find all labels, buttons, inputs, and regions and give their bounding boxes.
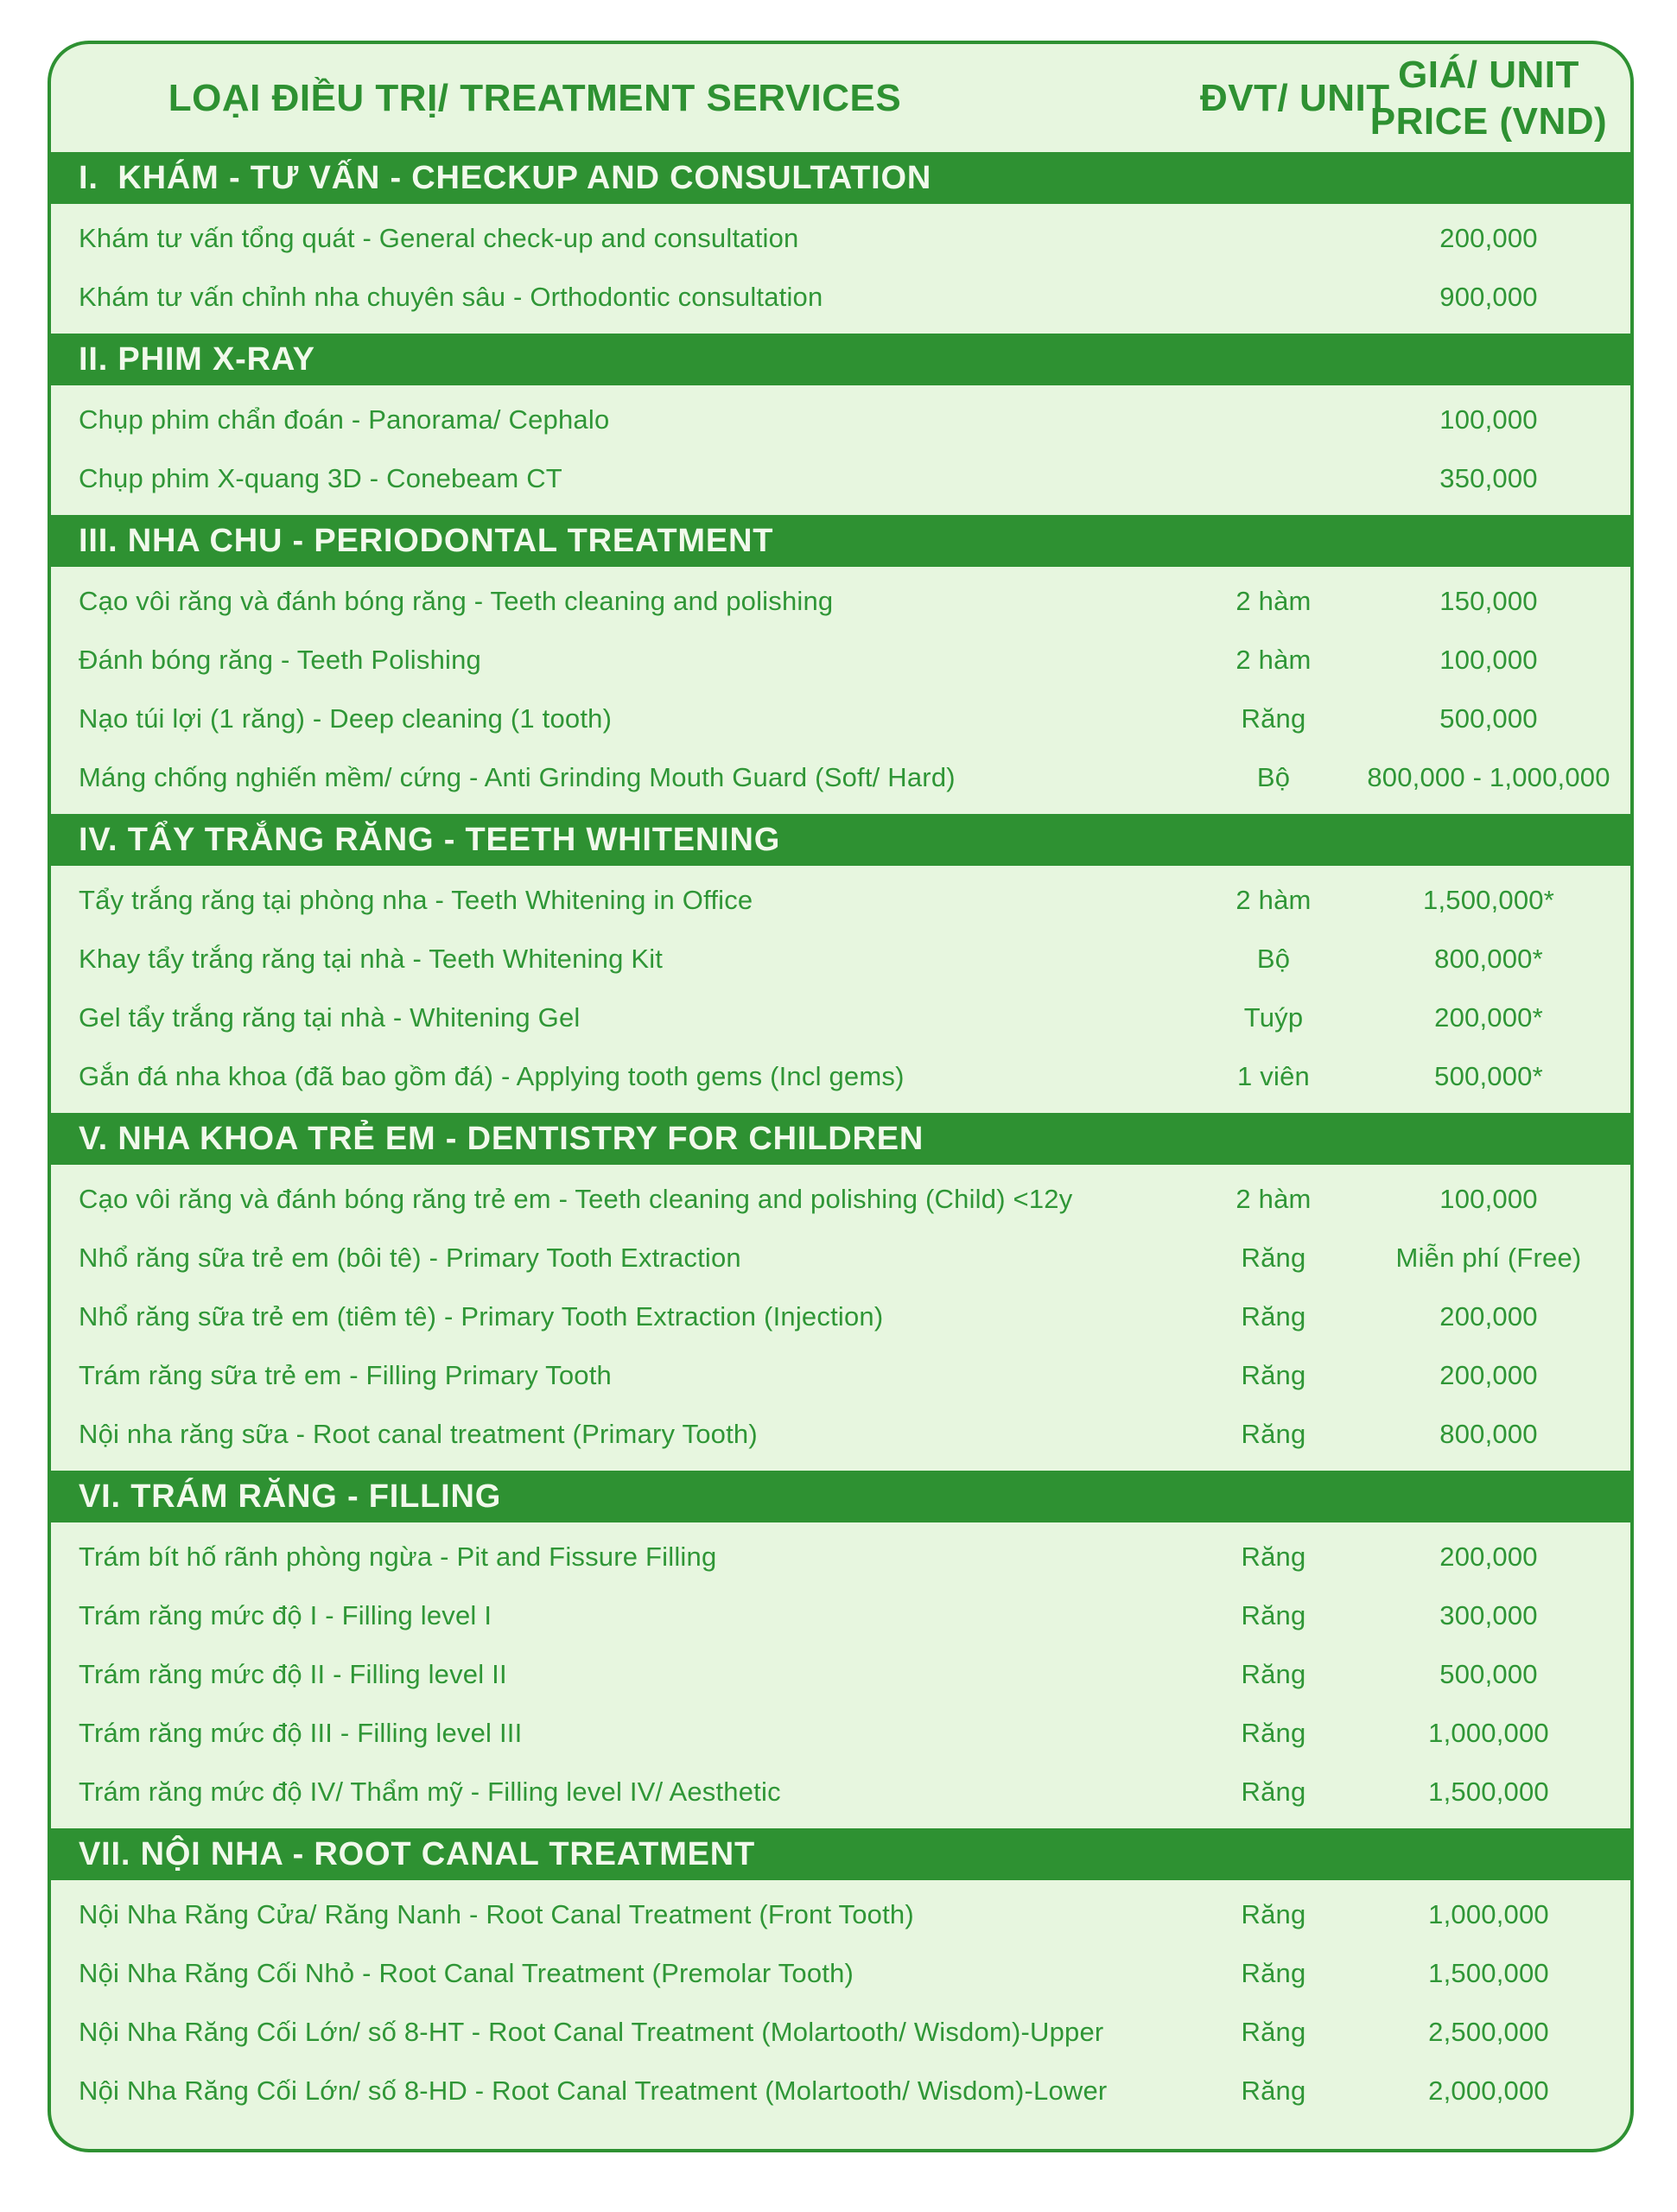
service-name: Nhổ răng sữa trẻ em (bôi tê) - Primary Tooth Extraction (79, 1243, 741, 1273)
price-section (51, 814, 1630, 1113)
section-rows (51, 1880, 1630, 2127)
service-row (51, 209, 1630, 268)
price-cell: 200,000 (1439, 1541, 1538, 1572)
service-row (51, 1944, 1630, 2003)
section-rows (51, 1522, 1630, 1828)
unit-cell: Răng (1241, 1243, 1306, 1273)
unit-cell: 2 hàm (1236, 586, 1312, 616)
price-cell: Miễn phí (Free) (1395, 1243, 1582, 1273)
service-name: Trám răng mức độ I - Filling level I (79, 1600, 492, 1630)
price-section (51, 1471, 1630, 1828)
unit-cell: Răng (1241, 1718, 1306, 1748)
service-row (51, 748, 1630, 807)
service-row (51, 1885, 1630, 1944)
unit-cell: Bộ (1256, 762, 1291, 792)
unit-cell: Răng (1241, 1600, 1306, 1630)
section-header: II. PHIM X-RAY (51, 334, 1630, 385)
service-name: Khay tẩy trắng răng tại nhà - Teeth Whitening Kit (79, 944, 664, 974)
service-row (51, 1763, 1630, 1821)
price-cell: 1,500,000 (1428, 1777, 1549, 1807)
price-cell: 1,000,000 (1428, 1718, 1549, 1748)
sections (51, 152, 1630, 2127)
service-name: Nội nha răng sữa - Root canal treatment (Primary Tooth) (79, 1419, 758, 1449)
unit-cell: 2 hàm (1236, 1184, 1312, 1214)
section-header: V. NHA KHOA TRẺ EM - DENTISTRY FOR CHILDREN (51, 1113, 1630, 1165)
service-name: Nội Nha Răng Cửa/ Răng Nanh - Root Canal Treatment (Front Tooth) (79, 1899, 914, 1929)
service-row (51, 1047, 1630, 1106)
price-cell: 100,000 (1439, 404, 1538, 435)
price-cell: 1,500,000 (1428, 1958, 1549, 1988)
unit-cell: Răng (1241, 1659, 1306, 1689)
service-name: Gel tẩy trắng răng tại nhà - Whitening Gel (79, 1002, 581, 1033)
service-row (51, 988, 1630, 1047)
service-row (51, 1528, 1630, 1586)
price-cell: 2,000,000 (1428, 2075, 1549, 2106)
section-rows (51, 567, 1630, 814)
section-rows (51, 385, 1630, 515)
column-header-services: LOẠI ĐIỀU TRỊ/ TREATMENT SERVICES (168, 76, 902, 119)
price-cell: 800,000 (1439, 1419, 1538, 1449)
price-cell: 1,000,000 (1428, 1899, 1549, 1929)
service-row (51, 268, 1630, 327)
service-row (51, 1287, 1630, 1346)
service-row (51, 1586, 1630, 1645)
section-rows (51, 1165, 1630, 1471)
unit-cell: Răng (1241, 2075, 1306, 2106)
service-name: Trám răng mức độ IV/ Thẩm mỹ - Filling level IV/ Aesthetic (79, 1777, 781, 1807)
section-header: IV. TẨY TRẮNG RĂNG - TEETH WHITENING (51, 814, 1630, 866)
price-section (51, 152, 1630, 334)
service-row (51, 572, 1630, 631)
section-rows (51, 866, 1630, 1113)
unit-cell: Răng (1241, 1360, 1306, 1390)
service-row (51, 1645, 1630, 1704)
price-section (51, 515, 1630, 814)
price-cell: 200,000 (1439, 1301, 1538, 1332)
column-header-unit: ĐVT/ UNIT (1200, 76, 1390, 119)
service-row (51, 1346, 1630, 1405)
price-cell: 300,000 (1439, 1600, 1538, 1630)
service-name: Cạo vôi răng và đánh bóng răng trẻ em - Teeth cleaning and polishing (Child) <12y (79, 1184, 1073, 1214)
price-cell: 500,000 (1439, 703, 1538, 734)
price-cell: 1,500,000* (1423, 885, 1554, 915)
unit-cell: Bộ (1256, 944, 1291, 974)
service-row (51, 631, 1630, 690)
service-name: Nội Nha Răng Cối Lớn/ số 8-HT - Root Canal Treatment (Molartooth/ Wisdom)-Upper (79, 2017, 1104, 2047)
service-row (51, 2003, 1630, 2062)
service-name: Nội Nha Răng Cối Nhỏ - Root Canal Treatment (Premolar Tooth) (79, 1958, 854, 1988)
price-section (51, 1828, 1630, 2127)
unit-cell: Răng (1241, 1419, 1306, 1449)
service-row (51, 930, 1630, 988)
price-cell: 100,000 (1439, 645, 1538, 675)
service-name: Trám bít hố rãnh phòng ngừa - Pit and Fissure Filling (79, 1541, 717, 1572)
section-header: I. KHÁM - TƯ VẤN - CHECKUP AND CONSULTATION (51, 152, 1630, 204)
unit-cell: Răng (1241, 2017, 1306, 2047)
price-cell: 800,000* (1434, 944, 1543, 974)
section-header: III. NHA CHU - PERIODONTAL TREATMENT (51, 515, 1630, 567)
price-cell: 200,000 (1439, 223, 1538, 253)
price-section (51, 334, 1630, 515)
price-cell: 200,000 (1439, 1360, 1538, 1390)
service-name: Nhổ răng sữa trẻ em (tiêm tê) - Primary Tooth Extraction (Injection) (79, 1301, 884, 1332)
price-section (51, 1113, 1630, 1471)
price-cell: 800,000 - 1,000,000 (1367, 762, 1610, 792)
price-cell: 150,000 (1439, 586, 1538, 616)
service-row (51, 1229, 1630, 1287)
column-header-price-line2: PRICE (VND) (1369, 99, 1608, 143)
price-cell: 200,000* (1434, 1002, 1543, 1033)
service-row (51, 449, 1630, 508)
unit-cell: 2 hàm (1236, 645, 1312, 675)
column-header-price-line1: GIÁ/ UNIT (1398, 53, 1579, 96)
section-rows (51, 204, 1630, 334)
table-header (51, 44, 1630, 152)
column-header-price (1347, 52, 1630, 144)
service-name: Trám răng mức độ II - Filling level II (79, 1659, 507, 1689)
service-row (51, 391, 1630, 449)
price-cell: 500,000* (1434, 1061, 1543, 1091)
unit-cell: Tuýp (1243, 1002, 1304, 1033)
unit-cell: Răng (1241, 1777, 1306, 1807)
service-row (51, 1170, 1630, 1229)
service-name: Đánh bóng răng - Teeth Polishing (79, 645, 481, 675)
unit-cell: Răng (1241, 703, 1306, 734)
unit-cell: 2 hàm (1236, 885, 1312, 915)
price-cell: 100,000 (1439, 1184, 1538, 1214)
service-name: Chụp phim X-quang 3D - Conebeam CT (79, 463, 562, 493)
service-name: Trám răng sữa trẻ em - Filling Primary Tooth (79, 1360, 612, 1390)
section-header: VI. TRÁM RĂNG - FILLING (51, 1471, 1630, 1522)
service-name: Tẩy trắng răng tại phòng nha - Teeth Whitening in Office (79, 885, 753, 915)
service-row (51, 871, 1630, 930)
price-card (48, 41, 1634, 2152)
service-name: Máng chống nghiến mềm/ cứng - Anti Grinding Mouth Guard (Soft/ Hard) (79, 762, 956, 792)
service-name: Gắn đá nha khoa (đã bao gồm đá) - Applying tooth gems (Incl gems) (79, 1061, 905, 1091)
section-header: VII. NỘI NHA - ROOT CANAL TREATMENT (51, 1828, 1630, 1880)
price-cell: 900,000 (1439, 282, 1538, 312)
price-cell: 500,000 (1439, 1659, 1538, 1689)
service-name: Nạo túi lợi (1 răng) - Deep cleaning (1 tooth) (79, 703, 613, 734)
service-name: Khám tư vấn chỉnh nha chuyên sâu - Orthodontic consultation (79, 282, 823, 312)
unit-cell: 1 viên (1237, 1061, 1310, 1091)
price-cell: 2,500,000 (1428, 2017, 1549, 2047)
unit-cell: Răng (1241, 1958, 1306, 1988)
service-name: Khám tư vấn tổng quát - General check-up and consultation (79, 223, 799, 253)
unit-cell: Răng (1241, 1301, 1306, 1332)
unit-cell: Răng (1241, 1899, 1306, 1929)
service-row (51, 1405, 1630, 1464)
service-row (51, 690, 1630, 748)
service-row (51, 2062, 1630, 2120)
service-name: Nội Nha Răng Cối Lớn/ số 8-HD - Root Canal Treatment (Molartooth/ Wisdom)-Lower (79, 2075, 1108, 2106)
service-row (51, 1704, 1630, 1763)
service-name: Trám răng mức độ III - Filling level III (79, 1718, 523, 1748)
price-cell: 350,000 (1439, 463, 1538, 493)
service-name: Chụp phim chẩn đoán - Panorama/ Cephalo (79, 404, 610, 435)
service-name: Cạo vôi răng và đánh bóng răng - Teeth cleaning and polishing (79, 586, 834, 616)
unit-cell: Răng (1241, 1541, 1306, 1572)
